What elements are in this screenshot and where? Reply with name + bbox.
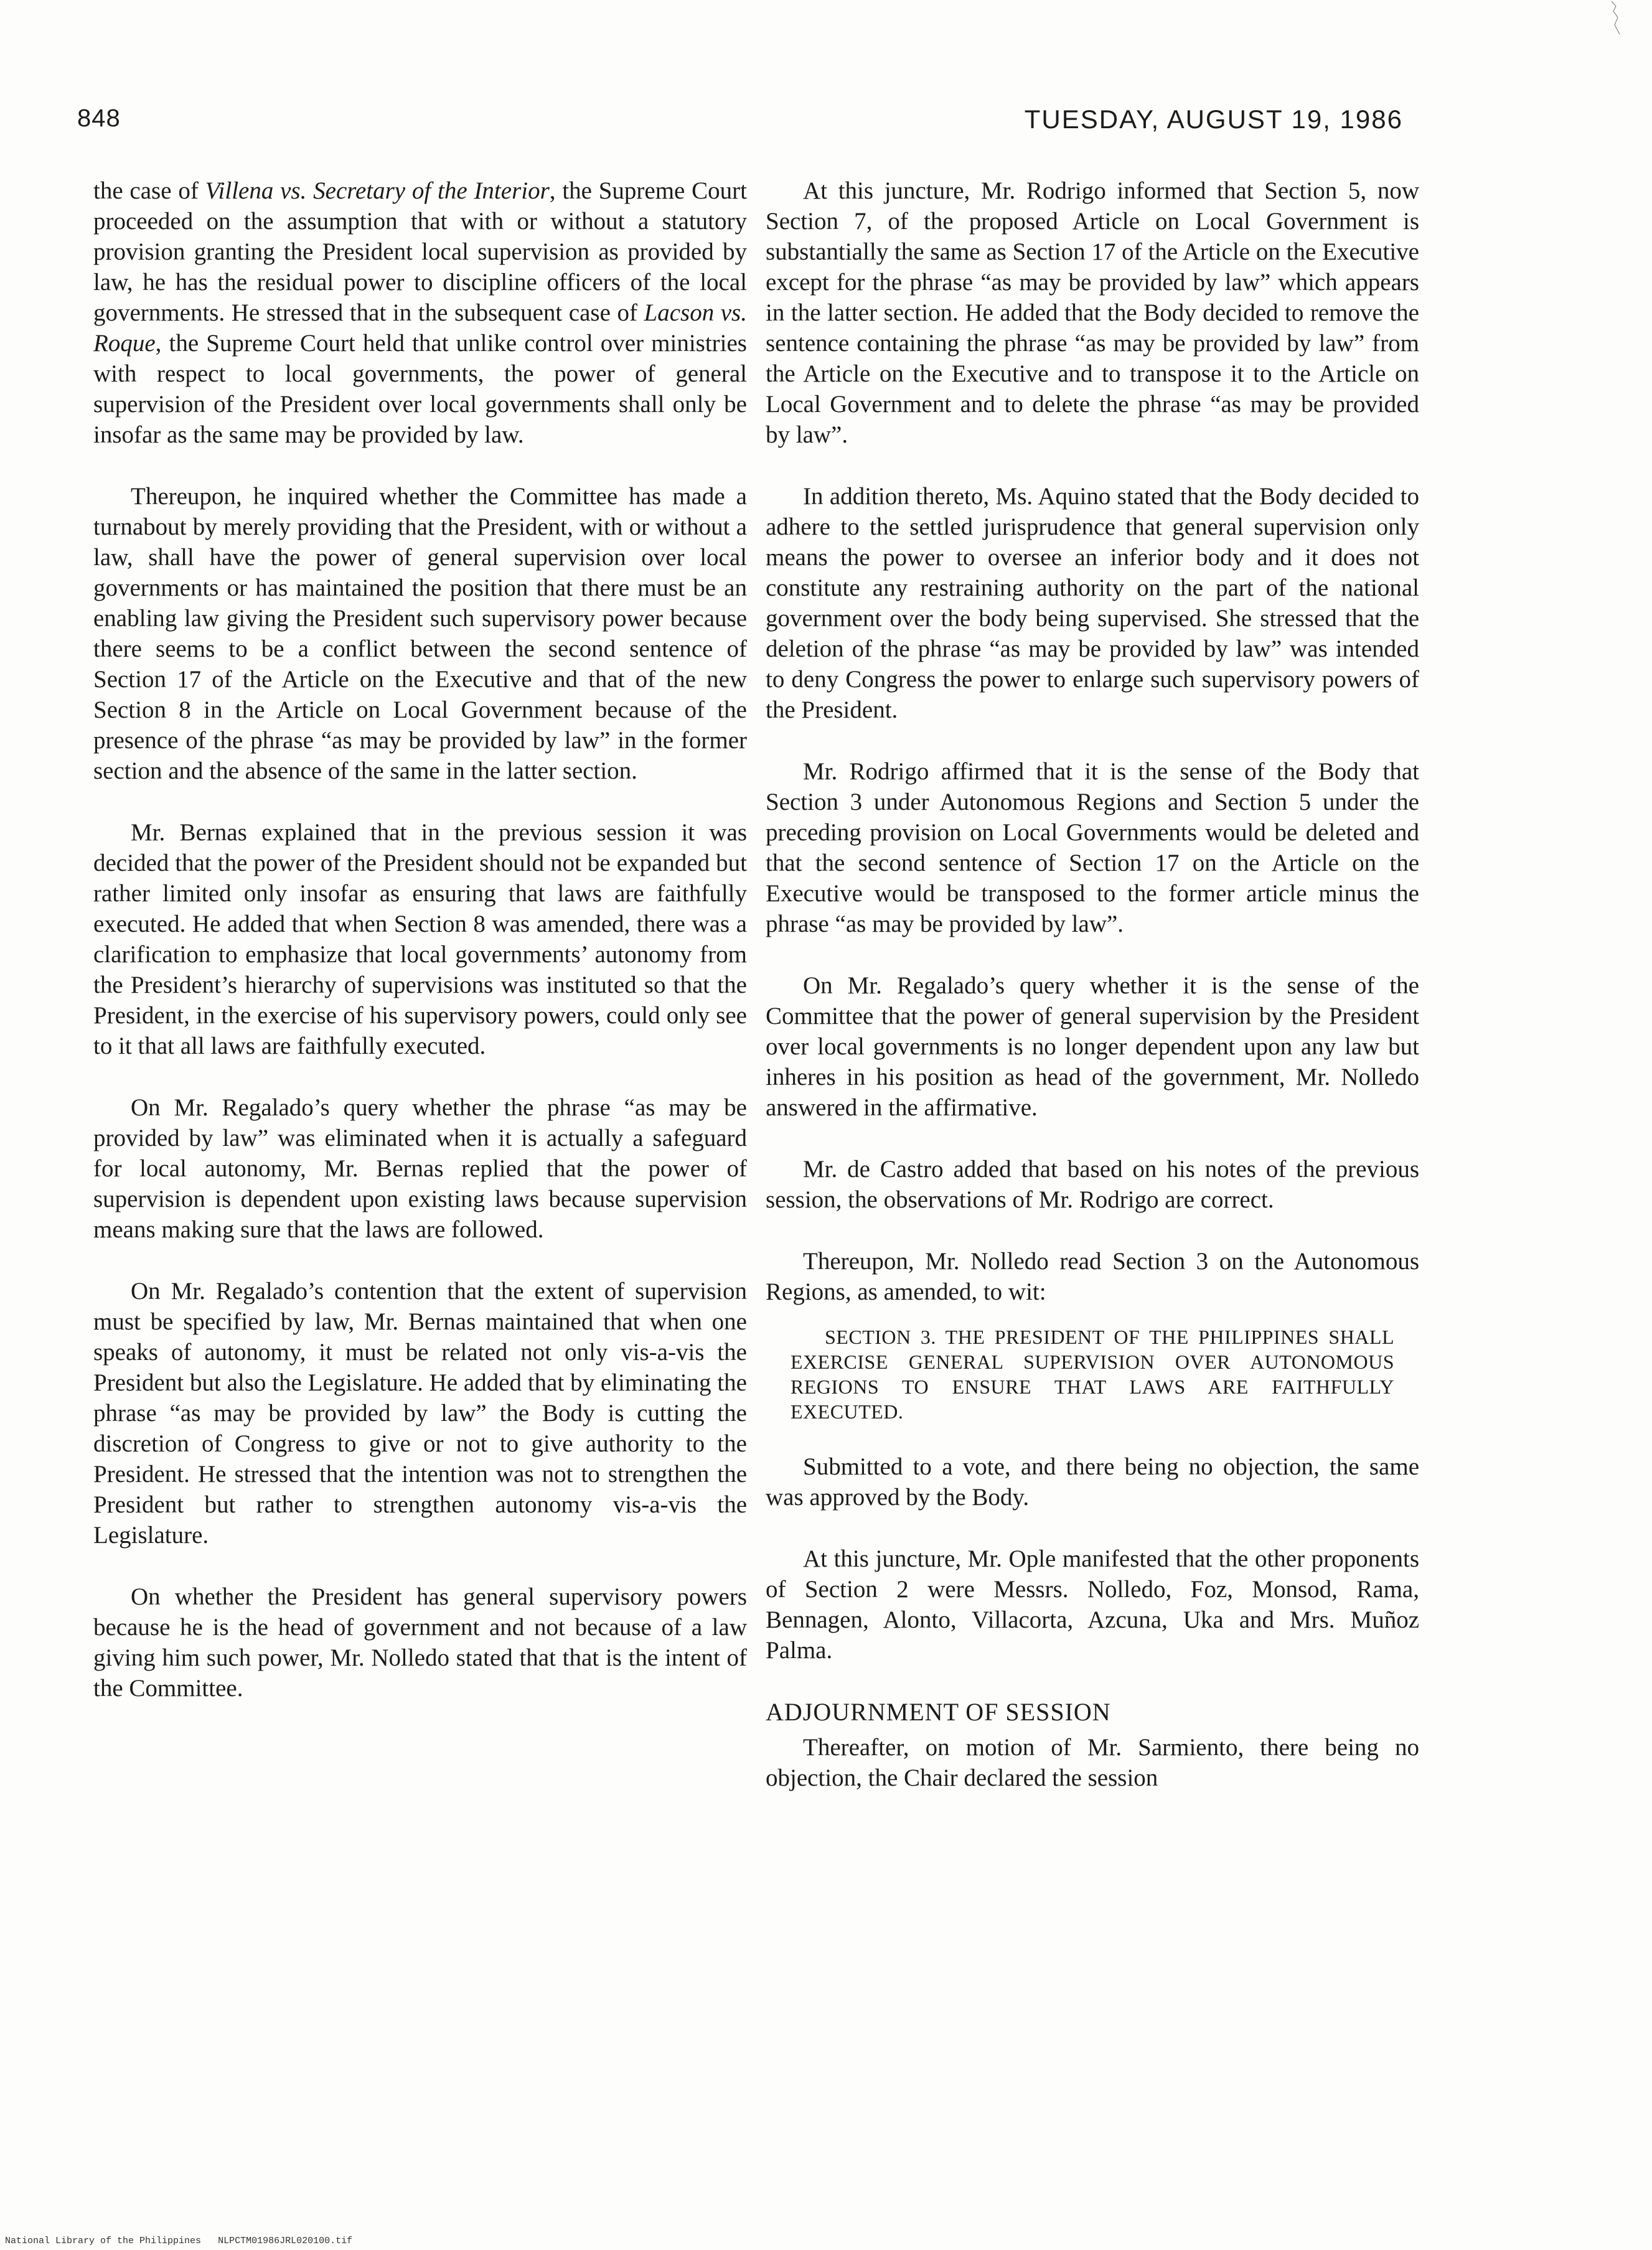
case-citation: Lacson vs. Roque bbox=[93, 299, 747, 357]
paragraph: On Mr. Regalado’s query whether it is the sense of the Committee that the power of general supervision by the President over local governments is no longer dependent upon any law but inheres in his position as head of the government, Mr. Nolledo answered in the affirmative. bbox=[766, 972, 1419, 1121]
paragraph bbox=[93, 176, 747, 450]
text-run: , the Supreme Court held that unlike control over ministries with respect to local governments, the power of general supervision of the President over local governments shall only be insofar as the same may be provided by law. bbox=[93, 330, 747, 448]
left-column bbox=[93, 176, 747, 1735]
quoted-section: SECTION 3. THE PRESIDENT OF THE PHILIPPINES SHALL EXERCISE GENERAL SUPERVISION OVER AUTONOMOUS REGIONS TO ENSURE THAT LAWS ARE FAITHFULLY EXECUTED. bbox=[791, 1326, 1394, 1423]
paragraph: On whether the President has general supervisory powers because he is the head of government and not because of a law giving him such power, Mr. Nolledo stated that that is the intent of the Committee. bbox=[93, 1583, 747, 1702]
file-name: NLPCTM01986JRL020100.tif bbox=[218, 2236, 353, 2246]
section-heading: ADJOURNMENT OF SESSION bbox=[766, 1698, 1111, 1726]
page-date: TUESDAY, AUGUST 19, 1986 bbox=[1024, 105, 1403, 134]
text-run: the case of bbox=[93, 177, 205, 204]
scan-footer bbox=[5, 2236, 352, 2246]
paragraph: At this juncture, Mr. Rodrigo informed that Section 5, now Section 7, of the proposed Article on Local Government is substantially the same as Section 17 of the Article on the Executive except for the phrase “as may be provided by law” which appears in the latter section. He added that the Body decided to remove the sentence containing the phrase “as may be provided by law” from the Article on the Executive and to transpose it to the Article on Local Government and to delete the phrase “as may be provided by law”. bbox=[766, 177, 1419, 448]
paragraph: On Mr. Regalado’s query whether the phrase “as may be provided by law” was eliminated when it is actually a safeguard for local autonomy, Mr. Bernas replied that the power of supervision is dependent upon existing laws because supervision means making sure that the laws are followed. bbox=[93, 1094, 747, 1243]
paragraph: In addition thereto, Ms. Aquino stated that the Body decided to adhere to the settled jurisprudence that general supervision only means the power to oversee an inferior body and it does not constitute any restraining authority on the part of the national government over the body being supervised. She stressed that the deletion of the phrase “as may be provided by law” was intended to deny Congress the power to enlarge such supervisory powers of the President. bbox=[766, 483, 1419, 723]
paragraph: Thereupon, Mr. Nolledo read Section 3 on the Autonomous Regions, as amended, to wit: bbox=[766, 1248, 1419, 1305]
paragraph: At this juncture, Mr. Ople manifested that the other proponents of Section 2 were Messrs. Nolledo, Foz, Monsod, Rama, Bennagen, Alonto, Villacorta, Azcuna, Uka and Mrs. Muñoz Palma. bbox=[766, 1545, 1419, 1664]
page-number: 848 bbox=[77, 105, 121, 132]
paragraph: Mr. Bernas explained that in the previous session it was decided that the power of the President should not be expanded but rather limited only insofar as ensuring that laws are faithfully executed. He added that when Section 8 was amended, there was a clarification to emphasize that local governments’ autonomy from the President’s hierarchy of supervisions was instituted so that the President, in the exercise of his supervisory powers, could only see to it that all laws are faithfully executed. bbox=[93, 819, 747, 1059]
right-column bbox=[766, 176, 1419, 1824]
paragraph: Thereupon, he inquired whether the Committee has made a turnabout by merely providing that the President, with or without a law, shall have the power of general supervision over local governments or has maintained the position that there must be an enabling law giving the President such supervisory power because there seems to be a conflict between the second sentence of Section 17 of the Article on the Executive and that of the new Section 8 in the Article on Local Government because of the presence of the phrase “as may be provided by law” in the former section and the absence of the same in the latter section. bbox=[93, 483, 747, 784]
library-name: National Library of the Philippines bbox=[5, 2236, 202, 2246]
paragraph: Submitted to a vote, and there being no objection, the same was approved by the Body. bbox=[766, 1453, 1419, 1511]
paragraph: On Mr. Regalado’s contention that the extent of supervision must be specified by law, Mr. Bernas maintained that when one speaks of autonomy, it must be related not only vis-a-vis the President but also the Legislature. He added that by eliminating the phrase “as may be provided by law” the Body is cutting the discretion of Congress to give or not to give authority to the President. He stressed that the intention was not to strengthen the President but rather to strengthen autonomy vis-a-vis the Legislature. bbox=[93, 1278, 747, 1549]
paragraph: Mr. de Castro added that based on his notes of the previous session, the observations of Mr. Rodrigo are correct. bbox=[766, 1156, 1419, 1213]
paragraph: Mr. Rodrigo affirmed that it is the sense of the Body that Section 3 under Autonomous Regions and Section 5 under the preceding provision on Local Governments would be deleted and that the second sentence of Section 17 on the Article on the Executive would be transposed to the former article minus the phrase “as may be provided by law”. bbox=[766, 758, 1419, 937]
scan-mark bbox=[1608, 0, 1627, 37]
paragraph: Thereafter, on motion of Mr. Sarmiento, there being no objection, the Chair declared the session bbox=[766, 1734, 1419, 1791]
text-run: , the Supreme Court proceeded on the assumption that with or without a statutory provision granting the President local supervision as provided by law, he has the residual power to discipline officers of the local governments. He stressed that in the subsequent case of bbox=[93, 177, 747, 326]
case-citation: Villena vs. Secretary of the Interior bbox=[205, 177, 550, 204]
